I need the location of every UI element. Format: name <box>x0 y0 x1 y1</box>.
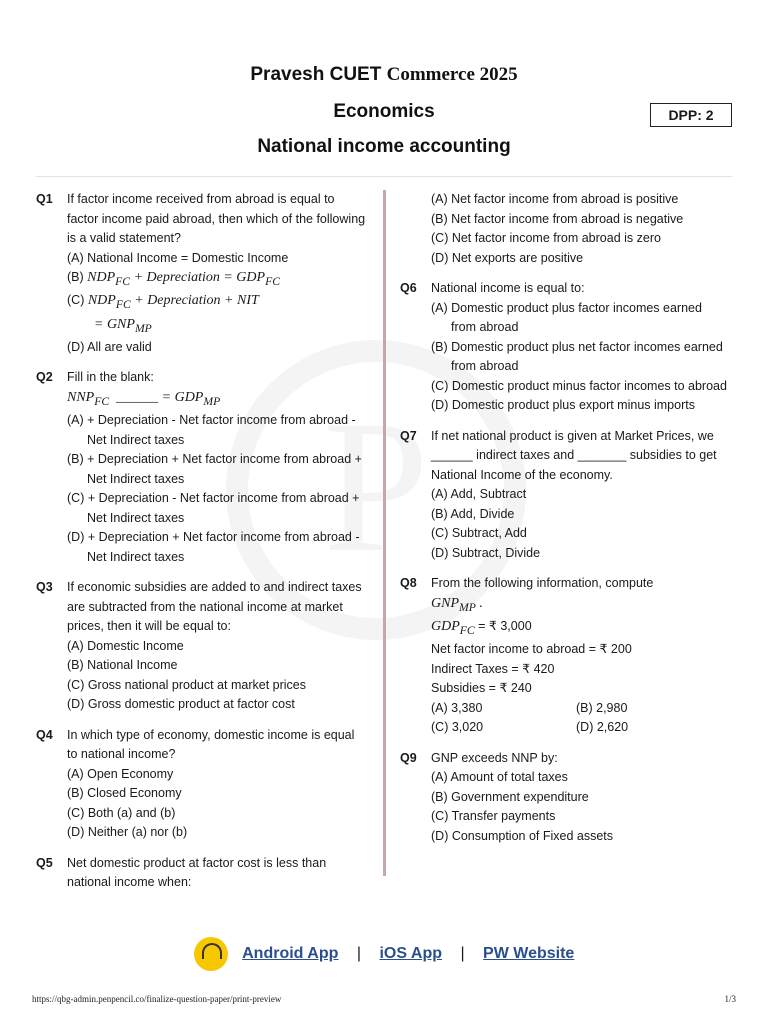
ios-app-link[interactable]: iOS App <box>379 945 442 962</box>
question-text: If net national product is given at Market Prices, we ______ indirect taxes and _______ subsidies to get National Income of the economy. <box>431 428 717 482</box>
question-number: Q4 <box>36 727 53 742</box>
customer-service-icon <box>194 937 228 971</box>
option-b: (B) + Depreciation + Net factor income from abroad + Net Indirect taxes <box>67 452 362 486</box>
option-b: (B) Net factor income from abroad is negative <box>431 211 684 226</box>
question-number: Q2 <box>36 370 53 385</box>
footer-links <box>0 937 768 971</box>
option-c: (C) Net factor income from abroad is zero <box>431 231 661 245</box>
math-expression: $NNP_{FC}$ ______ = $GDP_{MP}$ <box>67 389 221 408</box>
option-b: (B) Government expenditure <box>431 789 589 804</box>
question-2 <box>36 368 366 567</box>
option-c: (C) Both (a) and (b) <box>67 805 176 820</box>
question-number: Q5 <box>36 855 53 870</box>
option-a: (A) Add, Subtract <box>431 487 527 501</box>
option-b: (B) Add, Divide <box>431 506 515 521</box>
option-b: (B) Domestic product plus net factor incomes earned from abroad <box>431 339 723 373</box>
option-b: (B) $NDP_{FC}$ + Depreciation = $GDP_{FC}$ <box>67 270 280 288</box>
question-text: Net domestic product at factor cost is less than national income when: <box>67 855 327 890</box>
option-b: (B) National Income <box>67 658 178 673</box>
question-number: Q3 <box>36 580 53 595</box>
question-text: From the following information, compute <box>431 576 654 590</box>
question-text: Fill in the blank: <box>67 370 154 385</box>
question-text: GNP exceeds NNP by: <box>431 750 558 765</box>
option-a: (A) Domestic Income <box>67 638 184 653</box>
question-number: Q9 <box>400 750 417 765</box>
math-expression: $GNP_{MP}$ . <box>431 595 483 614</box>
option-a: (A) National Income = Domestic Income <box>67 250 289 265</box>
separator: | <box>460 945 465 962</box>
question-9 <box>400 749 730 847</box>
math-expression: $NDP_{FC}$ + Depreciation + NIT = $GNP_{MP}$ <box>87 293 259 335</box>
options-grid <box>431 699 730 738</box>
question-text: In which type of economy, domestic income is equal to national income? <box>67 727 355 762</box>
option-d: (D) + Depreciation + Net factor income from abroad - Net Indirect taxes <box>67 530 360 564</box>
question-4 <box>36 726 366 843</box>
left-column <box>36 190 366 904</box>
option-a: (A) Net factor income from abroad is positive <box>431 192 679 206</box>
option-a: (A) Open Economy <box>67 766 174 781</box>
given-nfia: Net factor income to abroad = ₹ 200 <box>431 642 632 657</box>
option-d: (D) Consumption of Fixed assets <box>431 828 614 843</box>
question-7 <box>400 427 730 564</box>
question-6 <box>400 279 730 416</box>
question-number: Q1 <box>36 192 53 206</box>
given-indirect-taxes: Indirect Taxes = ₹ 420 <box>431 661 555 676</box>
option-b: (B) 2,980 <box>576 700 628 715</box>
option-c: (C) Transfer payments <box>431 809 556 824</box>
question-3 <box>36 578 366 715</box>
option-a: (A) + Depreciation - Net factor income from abroad - Net Indirect taxes <box>67 413 356 447</box>
option-c: (C) Subtract, Add <box>431 526 527 540</box>
option-b: (B) Closed Economy <box>67 786 182 801</box>
option-c: (C) + Depreciation - Net factor income from abroad + Net Indirect taxes <box>67 491 360 525</box>
chapter-title: National income accounting <box>257 136 511 157</box>
question-text: National income is equal to: <box>431 281 585 295</box>
separator: | <box>356 945 362 962</box>
question-number: Q8 <box>400 576 417 590</box>
pw-website-link[interactable]: PW Website <box>483 945 575 962</box>
question-5 <box>36 854 366 893</box>
question-number: Q6 <box>400 281 417 295</box>
question-text: If economic subsidies are added to and indirect taxes are subtracted from the national income at market prices, then it will be equal to: <box>67 580 362 634</box>
doc-title: Pravesh CUET Commerce 2025 <box>250 64 518 85</box>
option-a: (A) Amount of total taxes <box>431 770 568 785</box>
option-d: (D) Subtract, Divide <box>431 545 541 560</box>
given-gdp: $GDP_{FC}$ = ₹ 3,000 <box>431 618 532 637</box>
page-url: https://qbg-admin.penpencil.co/finalize-question-paper/print-preview <box>32 994 282 1004</box>
right-column <box>400 190 730 857</box>
option-d: (D) 2,620 <box>576 720 629 735</box>
question-1 <box>36 190 366 357</box>
page-number: 1/3 <box>724 994 736 1004</box>
option-c: (C) 3,020 <box>431 720 484 735</box>
question-5-options <box>400 190 730 268</box>
option-c: (C) $NDP_{FC}$ + Depreciation + NIT = $GNP_{MP}$ <box>67 293 259 335</box>
question-8 <box>400 574 730 738</box>
option-d: (D) Neither (a) nor (b) <box>67 825 188 840</box>
question-number: Q7 <box>400 428 417 443</box>
header-rule <box>36 176 732 177</box>
option-a: (A) 3,380 <box>431 700 483 715</box>
option-a: (A) Domestic product plus factor incomes earned from abroad <box>431 300 702 334</box>
option-d: (D) Net exports are positive <box>431 250 584 265</box>
given-subsidies: Subsidies = ₹ 240 <box>431 681 532 696</box>
option-c: (C) Gross national product at market prices <box>67 677 306 692</box>
question-text: If factor income received from abroad is equal to factor income paid abroad, then which of the following is a valid statement? <box>67 192 366 245</box>
option-c: (C) Domestic product minus factor incomes to abroad <box>431 378 727 393</box>
column-divider <box>383 190 386 876</box>
option-d: (D) All are valid <box>67 339 152 354</box>
android-app-link[interactable]: Android App <box>242 945 339 962</box>
option-d: (D) Domestic product plus export minus imports <box>431 398 695 412</box>
math-expression: $NDP_{FC}$ + Depreciation = $GDP_{FC}$ <box>87 270 280 288</box>
subject-title: Economics <box>333 101 435 122</box>
option-d: (D) Gross domestic product at factor cost <box>67 697 295 712</box>
dpp-badge: DPP: 2 <box>650 103 732 127</box>
